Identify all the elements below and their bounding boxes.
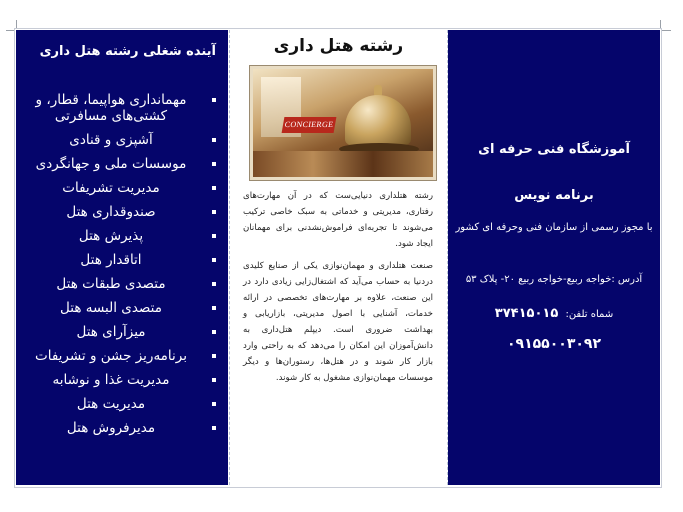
career-item-label: صندوقداری هتل xyxy=(66,204,156,220)
marble-counter xyxy=(253,151,433,177)
hotel-management-panel xyxy=(229,30,448,485)
bullet-icon xyxy=(212,378,216,382)
career-item-label: متصدی طبقات هتل xyxy=(56,276,166,292)
career-item-label: مدیرفروش هتل xyxy=(66,420,156,436)
career-item-label: آشپزی و قنادی xyxy=(69,132,153,148)
career-item xyxy=(22,300,218,316)
career-item-label: مدیریت غذا و نوشابه xyxy=(52,372,170,388)
phone-label: شماه تلفن: xyxy=(565,309,614,320)
contact-panel xyxy=(448,30,660,485)
career-item-label: برنامه‌ریز جشن و تشریفات xyxy=(35,348,187,364)
career-item xyxy=(22,324,218,340)
bullet-icon xyxy=(212,258,216,262)
career-item xyxy=(22,420,218,436)
bullet-icon xyxy=(212,330,216,334)
description-paragraph: صنعت هتلداری و مهمان‌نوازی یکی از صنایع کلیدی دردنیا به حساب می‌آید که اشتغال‌زایی زیادی دارد در این صنعت، علاوه بر مهارت‌های تخصصی در ارائه خدمات، آشنایی با اصول مدیریتی، بازاریابی و بهداشت ضروری است. دیپلم هتل‌داری به دانش‌آموزان این امکان را می‌دهد که به راحتی وارد بازار کار شوند و در هتل‌ها، رستوران‌ها و دیگر موسسات مهمان‌نوازی مشغول به کار شوند. xyxy=(243,261,433,383)
career-item xyxy=(22,92,218,124)
phone-line xyxy=(448,306,660,321)
address-text: آدرس :خواجه ربیع-خواجه ربیع ۲۰- پلاک ۵۳ xyxy=(465,274,643,285)
license-text: با مجوز رسمی از سازمان فنی وحرفه ای کشور xyxy=(455,222,653,233)
bullet-icon xyxy=(212,402,216,406)
career-item xyxy=(22,204,218,220)
service-bell-icon xyxy=(345,95,411,145)
career-item-label: متصدی البسه هتل xyxy=(60,300,162,316)
bullet-icon xyxy=(212,234,216,238)
concierge-bell-photo xyxy=(250,66,436,180)
bullet-icon xyxy=(212,354,216,358)
bullet-icon xyxy=(212,98,216,102)
concierge-sign: CONCIERGE xyxy=(282,117,337,133)
bullet-icon xyxy=(212,210,216,214)
career-item xyxy=(22,348,218,364)
career-item-label: مدیریت تشریفات xyxy=(62,180,160,196)
career-item xyxy=(22,156,218,172)
career-item-label: میزآرای هتل xyxy=(76,324,146,340)
description-text xyxy=(243,188,433,392)
career-item-label: پذیرش هتل xyxy=(78,228,144,244)
career-item xyxy=(22,276,218,292)
career-item xyxy=(22,132,218,148)
career-item xyxy=(22,180,218,196)
career-item-label: موسسات ملی و جهانگردی xyxy=(35,156,187,172)
career-panel xyxy=(16,30,228,485)
career-item-label: اتاقدار هتل xyxy=(80,252,142,268)
school-name: آموزشگاه فنی حرفه ای xyxy=(478,142,630,157)
bullet-icon xyxy=(212,162,216,166)
bullet-icon xyxy=(212,186,216,190)
bullet-icon xyxy=(212,138,216,142)
panel-title: رشته هتل داری xyxy=(273,36,404,56)
bullet-icon xyxy=(212,282,216,286)
mobile-number: ۰۹۱۵۵۰۰۳۰۹۲ xyxy=(507,336,601,352)
career-item-label: مدیریت هتل xyxy=(76,396,146,412)
bullet-icon xyxy=(212,426,216,430)
career-item xyxy=(22,396,218,412)
career-item xyxy=(22,372,218,388)
description-paragraph: رشته هتلداری دنیایی‌ست که در آن مهارت‌های رفتاری، مدیریتی و خدماتی به سبک خاصی ترکیب می‌شوند تا تجربه‌ای فراموش‌نشدنی برای مهمانان ایجاد شود. xyxy=(243,191,433,249)
career-item xyxy=(22,252,218,268)
phone-number: ۳۷۴۱۵۰۱۵ xyxy=(494,306,559,321)
bullet-icon xyxy=(212,306,216,310)
program-name: برنامه نویس xyxy=(514,188,594,203)
career-item-label: مهمانداری هواپیما، قطار، و کشتی‌های مسافرتی xyxy=(35,92,187,124)
career-item xyxy=(22,228,218,244)
career-title: آینده شغلی رشته هتل داری xyxy=(39,44,216,59)
career-list xyxy=(22,92,218,444)
